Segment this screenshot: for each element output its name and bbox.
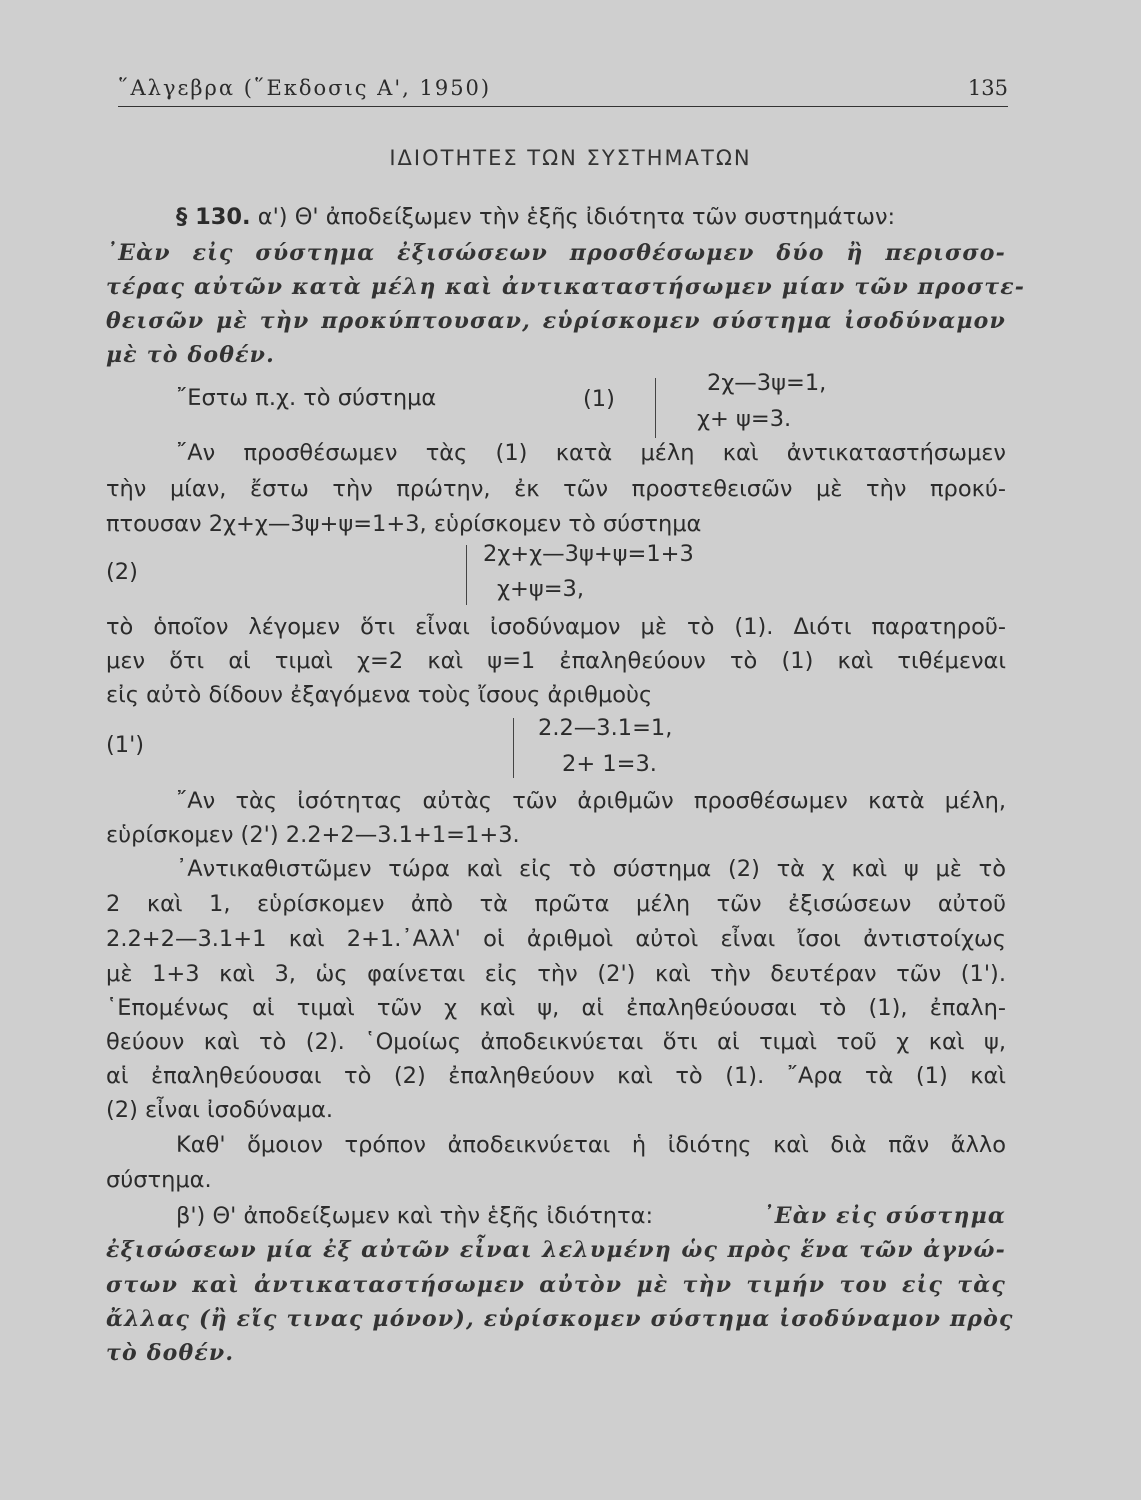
body-line: μὲ 1+3 καὶ 3, ὡς φαίνεται εἰς τὴν (2') καὶ τὴν δευτέραν τῶν (1'). (106, 961, 1006, 987)
theorem-a-line: θεισῶν μὲ τὴν προκύπτουσαν, εὑρίσκομεν σύστημα ἰσοδύναμον (106, 308, 1006, 334)
body-line: σύστημα. (106, 1167, 212, 1193)
body-line: ᾿Αντικαθιστῶμεν τώρα καὶ εἰς τὸ σύστημα (2) τὰ χ καὶ ψ μὲ τὸ (176, 856, 1006, 882)
theorem-b-line: στων καὶ ἀντικαταστήσωμεν αὐτὸν μὲ τὴν τιμήν του εἰς τὰς (106, 1272, 1006, 1298)
para-b-intro: β') Θ' ἀποδείξωμεν καὶ τὴν ἑξῆς ἰδιότητα: (176, 1203, 654, 1229)
body-line: θεύουν καὶ τὸ (2). ῾Ομοίως ἀποδεικνύεται ὅτι αἱ τιμαὶ τοῦ χ καὶ ψ, (106, 1029, 1006, 1055)
system-2-eq1: 2χ+χ—3ψ+ψ=1+3 (483, 541, 694, 567)
body-line: πτουσαν 2χ+χ—3ψ+ψ=1+3, εὑρίσκομεν τὸ σύστημα (106, 511, 702, 537)
theorem-a-line: μὲ τὸ δοθέν. (106, 342, 275, 368)
theorem-b-line: ἐξισώσεων μία ἐξ αὐτῶν εἶναι λελυμένη ὡς πρὸς ἕνα τῶν ἀγνώ- (106, 1237, 1006, 1263)
system-1p-label: (1') (106, 732, 145, 758)
body-line: Καθ' ὅμοιον τρόπον ἀποδεικνύεται ἡ ἰδιότης καὶ διὰ πᾶν ἄλλο (176, 1132, 1006, 1158)
page-number: 135 (967, 76, 1008, 100)
theorem-a-line: ᾿Εὰν εἰς σύστημα ἐξισώσεων προσθέσωμεν δύο ἢ περισσο- (106, 240, 1006, 266)
section-title: ΙΔΙΟΤΗΤΕΣ ΤΩΝ ΣΥΣΤΗΜΑΤΩΝ (389, 146, 752, 170)
body-line: αἱ ἐπαληθεύουσαι τὸ (2) ἐπαληθεύουν καὶ τὸ (1). ῎Αρα τὰ (1) καὶ (106, 1063, 1006, 1089)
para-a-intro: α') Θ' ἀποδείξωμεν τὴν ἑξῆς ἰδιότητα τῶν συστημάτων: (257, 204, 896, 230)
system-2-brace (466, 545, 467, 605)
theorem-b-first: ᾿Εὰν εἰς σύστημα (762, 1203, 1006, 1229)
theorem-a-line: τέρας αὐτῶν κατὰ μέλη καὶ ἀντικαταστήσωμεν μίαν τῶν προστε- (106, 274, 1026, 300)
system-1-label: (1) (583, 386, 615, 412)
system-1p-eq2: 2+ 1=3. (562, 751, 657, 777)
body-line: (2) εἶναι ἰσοδύναμα. (106, 1097, 334, 1123)
body-line: ῾Επομένως αἱ τιμαὶ τῶν χ καὶ ψ, αἱ ἐπαληθεύουσαι τὸ (1), ἐπαλη- (106, 995, 1006, 1021)
body-line: ῎Αν τὰς ἰσότητας αὐτὰς τῶν ἀριθμῶν προσθέσωμεν κατὰ μέλη, (176, 788, 1006, 814)
body-line: τὴν μίαν, ἔστω τὴν πρώτην, ἐκ τῶν προστεθεισῶν μὲ τὴν προκύ- (106, 476, 1006, 502)
body-line: τὸ ὁποῖον λέγομεν ὅτι εἶναι ἰσοδύναμον μὲ τὸ (1). Διότι παρατηροῦ- (106, 614, 1006, 640)
theorem-b-line: ἄλλας (ἢ εἴς τινας μόνον), εὑρίσκομεν σύστημα ἰσοδύναμον πρὸς (106, 1306, 1014, 1332)
system-2-label: (2) (106, 559, 138, 585)
body-line: 2.2+2—3.1+1 καὶ 2+1.᾿Αλλ' οἱ ἀριθμοὶ αὐτοὶ εἶναι ἴσοι ἀντιστοίχως (106, 926, 1006, 952)
theorem-b-line: τὸ δοθέν. (106, 1340, 235, 1366)
body-line: ῎Αν προσθέσωμεν τὰς (1) κατὰ μέλη καὶ ἀντικαταστήσωμεν (176, 440, 1006, 466)
system-1p-eq1: 2.2—3.1=1, (538, 715, 673, 741)
body-line: 2 καὶ 1, εὑρίσκομεν ἀπὸ τὰ πρῶτα μέλη τῶν ἐξισώσεων αὐτοῦ (106, 891, 1006, 917)
system-1-eq1: 2χ—3ψ=1, (707, 370, 827, 396)
body-line: εὑρίσκομεν (2') 2.2+2—3.1+1=1+3. (106, 822, 520, 848)
system-1-brace (655, 378, 656, 438)
running-header (118, 76, 1008, 107)
system-1p-brace (513, 718, 514, 778)
para-b-intro-line (176, 1201, 1006, 1231)
body-line: μεν ὅτι αἱ τιμαὶ χ=2 καὶ ψ=1 ἐπαληθεύουν τὸ (1) καὶ τιθέμεναι (106, 648, 1006, 674)
system-2-eq2: χ+ψ=3, (497, 576, 585, 602)
example-intro: ῎Εστω π.χ. τὸ σύστημα (176, 385, 437, 411)
system-1-eq2: χ+ ψ=3. (697, 406, 792, 432)
para-a-intro-line (176, 202, 1006, 232)
book-title: ῞Αλγεβρα (῞Εκδοσις Α', 1950) (118, 76, 492, 100)
section-mark: § 130. (176, 204, 251, 230)
body-line: εἰς αὐτὸ δίδουν ἐξαγόμενα τοὺς ἴσους ἀριθμοὺς (106, 682, 653, 708)
